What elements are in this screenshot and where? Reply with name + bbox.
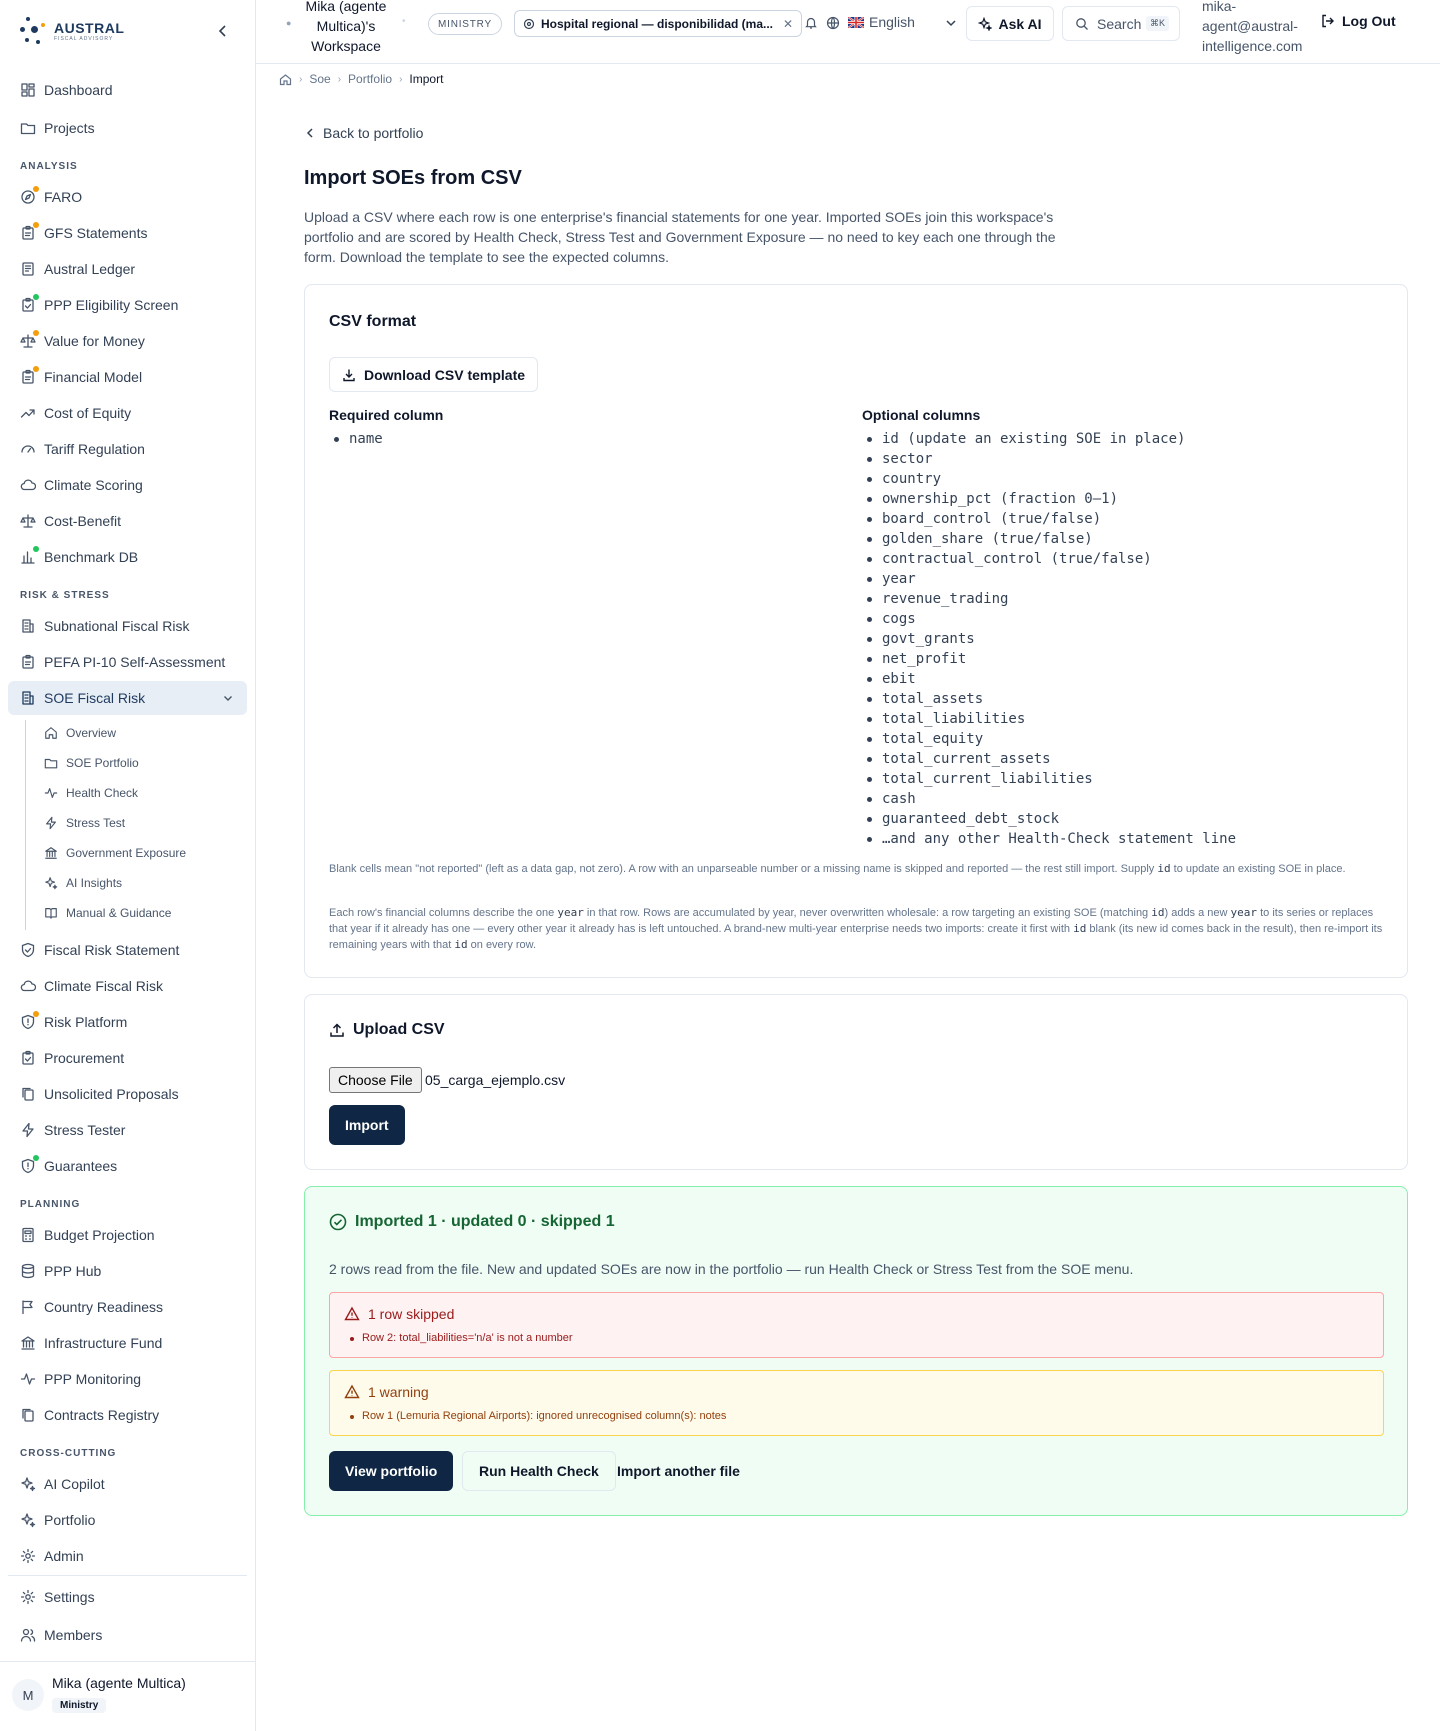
sidebar-item-portfolio[interactable] xyxy=(8,1503,247,1537)
page-intro: Upload a CSV where each row is one enterprise's financial statements for one year. Imported SOEs join this workspace's portfolio and are scored by Health Check, Stress Test and Government Exposure — no need to key each one through the form. Download the template to see the expected columns. xyxy=(304,209,1056,265)
sidebar-item-ai-copilot[interactable] xyxy=(8,1467,247,1501)
sidebar-item-country-readiness[interactable] xyxy=(8,1290,247,1324)
sidebar-item-label: FARO xyxy=(44,189,83,205)
breadcrumb-portfolio[interactable]: Portfolio xyxy=(348,72,393,86)
sidebar-item-pefa-pi-10-self-assessment[interactable] xyxy=(8,645,247,679)
download-label: Download CSV template xyxy=(364,366,526,383)
sidebar-item-soe-fiscal-risk[interactable] xyxy=(8,681,247,715)
result-summary: 2 rows read from the file. New and updated SOEs are now in the portfolio — run Health Check or Stress Test from the SOE menu. xyxy=(329,1261,1134,1277)
sidebar-item-benchmark-db[interactable] xyxy=(8,540,247,574)
sidebar-item-dashboard[interactable] xyxy=(8,73,247,107)
cloud-icon xyxy=(20,978,36,994)
view-portfolio-button[interactable]: View portfolio xyxy=(329,1451,453,1491)
sidebar-item-label: Budget Projection xyxy=(44,1227,155,1243)
required-column-title: Required column xyxy=(329,407,444,423)
scale-icon xyxy=(20,513,36,529)
sidebar-item-ppp-eligibility-screen[interactable] xyxy=(8,288,247,322)
warning-item: Row 1 (Lemuria Regional Airports): ignored unrecognised column(s): notes xyxy=(350,1410,726,1422)
sidebar-item-label: PPP Eligibility Screen xyxy=(44,297,179,313)
sidebar-item-label: Contracts Registry xyxy=(44,1407,160,1423)
sidebar-item-label: Dashboard xyxy=(44,82,113,98)
folder-icon xyxy=(44,756,58,770)
sidebar-item-austral-ledger[interactable] xyxy=(8,252,247,286)
shield-icon xyxy=(20,1014,36,1030)
home-icon xyxy=(44,726,58,740)
sidebar-subitem-ai-insights[interactable] xyxy=(44,870,122,896)
sidebar-item-label: Value for Money xyxy=(44,333,145,349)
search-label: Search xyxy=(1097,15,1142,32)
brand-name: AUSTRAL xyxy=(54,19,125,36)
globe-icon[interactable] xyxy=(826,16,840,30)
sidebar-subitem-stress-test[interactable] xyxy=(44,810,125,836)
calculator-icon xyxy=(20,1227,36,1243)
sidebar-item-label: Fiscal Risk Statement xyxy=(44,942,180,958)
folder-icon xyxy=(20,120,36,136)
sidebar-item-cost-benefit[interactable] xyxy=(8,504,247,538)
sidebar-item-label: Climate Scoring xyxy=(44,477,143,493)
sidebar-item-cost-of-equity[interactable] xyxy=(8,396,247,430)
brand-tagline: FISCAL ADVISORY xyxy=(54,35,114,42)
notification-dot-icon xyxy=(33,366,39,372)
sidebar-item-procurement[interactable] xyxy=(8,1041,247,1075)
optional-column-item: contractual_control (true/false) xyxy=(862,549,1236,569)
import-result-panel xyxy=(304,1186,1408,1516)
collapse-sidebar-icon[interactable] xyxy=(213,21,233,41)
flag-icon xyxy=(20,1299,36,1315)
sidebar-item-guarantees[interactable] xyxy=(8,1149,247,1183)
logout-icon xyxy=(1320,13,1336,29)
csv-format-card xyxy=(304,284,1408,978)
skipped-rows-list xyxy=(350,1332,573,1344)
sidebar-subitem-overview[interactable] xyxy=(44,720,116,746)
users-icon xyxy=(20,1627,36,1643)
result-title-label: Imported 1 · updated 0 · skipped 1 xyxy=(355,1213,615,1230)
language-label: English xyxy=(869,14,915,30)
logo-mark-icon xyxy=(20,14,48,48)
sidebar-item-label: Benchmark DB xyxy=(44,549,139,565)
dashboard-icon xyxy=(20,82,36,98)
uk-flag-icon xyxy=(848,17,864,28)
sparkles-icon xyxy=(978,17,992,31)
sidebar-item-label: PPP Monitoring xyxy=(44,1371,142,1387)
sidebar-subitem-soe-portfolio[interactable] xyxy=(44,750,139,776)
landmark-icon xyxy=(20,1335,36,1351)
notification-dot-icon xyxy=(33,1155,39,1161)
warnings-title: 1 warning xyxy=(368,1384,429,1400)
trending-up-icon xyxy=(20,405,36,421)
close-icon[interactable]: ✕ xyxy=(782,17,793,31)
sidebar-subitem-government-exposure[interactable] xyxy=(44,840,186,866)
notification-dot-icon xyxy=(33,294,39,300)
gauge-icon xyxy=(20,441,36,457)
optional-column-item: total_assets xyxy=(862,689,1236,709)
bar-chart-icon xyxy=(20,549,36,565)
import-button[interactable]: Import xyxy=(329,1105,405,1145)
run-health-check-button[interactable]: Run Health Check xyxy=(462,1451,616,1491)
optional-column-item: id (update an existing SOE in place) xyxy=(862,429,1236,449)
sidebar-divider xyxy=(8,1575,247,1576)
notification-dot-icon xyxy=(33,186,39,192)
logout-label: Log Out xyxy=(1342,13,1396,29)
page-title: Import SOEs from CSV xyxy=(304,167,522,189)
shield-icon xyxy=(20,1158,36,1174)
sidebar-item-label: Procurement xyxy=(44,1050,125,1066)
ledger-icon xyxy=(20,261,36,277)
sidebar-item-label: AI Copilot xyxy=(44,1476,105,1492)
sidebar-item-contracts-registry[interactable] xyxy=(8,1398,247,1432)
optional-column-item: cash xyxy=(862,789,1236,809)
optional-column-item: …and any other Health-Check statement line xyxy=(862,829,1236,849)
sidebar-item-label: Portfolio xyxy=(44,1512,96,1528)
sidebar-subitem-label: Manual & Guidance xyxy=(66,906,172,920)
sidebar-item-label: Austral Ledger xyxy=(44,261,136,277)
header-separator: • xyxy=(402,16,406,27)
gear-icon xyxy=(20,1589,36,1605)
logout-button[interactable] xyxy=(1320,13,1396,29)
sidebar-item-label: PPP Hub xyxy=(44,1263,102,1279)
zap-icon xyxy=(20,1122,36,1138)
optional-column-item: total_current_liabilities xyxy=(862,769,1236,789)
sidebar-item-infrastructure-fund[interactable] xyxy=(8,1326,247,1360)
sidebar-item-climate-scoring[interactable] xyxy=(8,468,247,502)
ask-ai-button[interactable] xyxy=(966,6,1054,41)
optional-columns-title: Optional columns xyxy=(862,407,981,423)
optional-column-item: sector xyxy=(862,449,1236,469)
sidebar-item-subnational-fiscal-risk[interactable] xyxy=(8,609,247,643)
optional-column-item: total_equity xyxy=(862,729,1236,749)
skipped-rows-alert xyxy=(329,1292,1384,1358)
file-copy-icon xyxy=(20,1407,36,1423)
cloud-icon xyxy=(20,477,36,493)
database-icon xyxy=(20,1263,36,1279)
skipped-rows-title: 1 row skipped xyxy=(368,1306,455,1322)
sidebar-section-risk: RISK & STRESS xyxy=(20,590,110,601)
required-columns-list xyxy=(329,429,383,449)
alert-triangle-icon xyxy=(344,1384,360,1400)
optional-column-item: net_profit xyxy=(862,649,1236,669)
back-label: Back to portfolio xyxy=(323,125,424,141)
user-name: Mika (agente Multica) xyxy=(52,1675,186,1691)
sidebar-item-label: Infrastructure Fund xyxy=(44,1335,163,1351)
sidebar-subitem-label: Stress Test xyxy=(66,816,126,830)
brand-logo[interactable] xyxy=(20,14,124,48)
workspace-name[interactable]: Mika (agente Multica)'s Workspace xyxy=(305,0,387,54)
sidebar-item-label: Subnational Fiscal Risk xyxy=(44,618,190,634)
sidebar-subitem-label: Government Exposure xyxy=(66,846,187,860)
clipboard-check-icon xyxy=(20,297,36,313)
choose-file-button[interactable]: Choose File xyxy=(329,1067,422,1093)
sidebar-item-label: Cost of Equity xyxy=(44,405,132,421)
sidebar-item-label: SOE Fiscal Risk xyxy=(44,690,146,706)
check-circle-icon xyxy=(329,1213,347,1231)
sidebar-item-label: Cost-Benefit xyxy=(44,513,122,529)
sidebar-item-ppp-hub[interactable] xyxy=(8,1254,247,1288)
breadcrumb: › Soe › Portfolio › Import xyxy=(279,72,443,86)
sidebar-subitem-health-check[interactable] xyxy=(44,780,138,806)
compass-icon xyxy=(20,189,36,205)
sidebar-item-projects[interactable] xyxy=(8,111,247,145)
notification-dot-icon xyxy=(33,1011,39,1017)
workspace-dot-icon: ● xyxy=(286,18,292,28)
optional-column-item: board_control (true/false) xyxy=(862,509,1236,529)
sidebar-item-gfs-statements[interactable] xyxy=(8,216,247,250)
sidebar-item-risk-platform[interactable] xyxy=(8,1005,247,1039)
sidebar-item-label: Climate Fiscal Risk xyxy=(44,978,164,994)
optional-column-item: guaranteed_debt_stock xyxy=(862,809,1236,829)
home-icon[interactable] xyxy=(279,73,292,86)
sidebar-section-planning: PLANNING xyxy=(20,1199,81,1210)
notification-dot-icon xyxy=(33,546,39,552)
clipboard-icon xyxy=(20,369,36,385)
breadcrumb-current: Import xyxy=(409,72,444,86)
context-chip[interactable] xyxy=(514,10,802,37)
sidebar-item-value-for-money[interactable] xyxy=(8,324,247,358)
optional-column-item: govt_grants xyxy=(862,629,1236,649)
sidebar-item-label: Members xyxy=(44,1627,103,1643)
sidebar-item-members[interactable] xyxy=(8,1618,247,1652)
chevron-down-icon[interactable] xyxy=(221,691,235,705)
chevron-down-icon[interactable] xyxy=(944,16,958,30)
building-icon xyxy=(20,690,36,706)
user-email: mika-agent@austral-intelligence.com xyxy=(1202,0,1303,54)
clipboard-check-icon xyxy=(20,1050,36,1066)
sidebar-item-label: Unsolicited Proposals xyxy=(44,1086,179,1102)
target-icon xyxy=(523,18,535,30)
optional-column-item: ebit xyxy=(862,669,1236,689)
language-selector[interactable] xyxy=(848,14,915,30)
sidebar-item-settings[interactable] xyxy=(8,1580,247,1614)
search-icon xyxy=(1075,17,1089,31)
role-pill: MINISTRY xyxy=(428,13,502,35)
upload-title-label: Upload CSV xyxy=(353,1021,445,1038)
optional-column-item: total_liabilities xyxy=(862,709,1236,729)
sidebar-item-fiscal-risk-statement[interactable] xyxy=(8,933,247,967)
clipboard-icon xyxy=(20,225,36,241)
import-another-file-button[interactable]: Import another file xyxy=(617,1463,740,1479)
sidebar-subitem-label: Health Check xyxy=(66,786,139,800)
year-accumulation-note: Each row's financial columns describe the one year in that row. Rows are accumulated by year, never overwritten wholesale: a row targeting an existing SOE (matching id) adds a new year to its series or replaces that year if it already has one — every other year it already has is left untouched. A brand-new multi-year enterprise needs two imports: create it first with id blank (its new id comes back in the result), then re-import its remaining years with that id on every row. xyxy=(329,906,1383,951)
blank-cells-note: Blank cells mean "not reported" (left as a data gap, not zero). A row with an unparseable number or a missing name is skipped and reported — the rest still import. Supply id to update an existing SOE in place. xyxy=(329,862,1346,875)
optional-column-item: total_current_assets xyxy=(862,749,1236,769)
user-role-badge: Ministry xyxy=(52,1698,106,1713)
bell-icon[interactable] xyxy=(804,16,818,30)
download-icon xyxy=(342,368,356,382)
sidebar-item-label: Stress Tester xyxy=(44,1122,126,1138)
sidebar-section-cross: CROSS-CUTTING xyxy=(20,1448,117,1459)
sidebar-subitem-label: AI Insights xyxy=(66,876,123,890)
activity-icon xyxy=(44,786,58,800)
search-button[interactable] xyxy=(1062,6,1180,41)
sidebar-subitem-label: SOE Portfolio xyxy=(66,756,139,770)
sidebar-item-budget-projection[interactable] xyxy=(8,1218,247,1252)
sidebar-item-unsolicited-proposals[interactable] xyxy=(8,1077,247,1111)
sidebar-section-analysis: ANALYSIS xyxy=(20,161,78,172)
sidebar-subitem-manual-guidance[interactable] xyxy=(44,900,171,926)
gear-icon xyxy=(20,1548,36,1564)
book-icon xyxy=(44,906,58,920)
optional-column-item: country xyxy=(862,469,1236,489)
sparkles-icon xyxy=(20,1476,36,1492)
back-to-portfolio-link[interactable] xyxy=(305,125,423,141)
sidebar xyxy=(0,0,256,1731)
activity-icon xyxy=(20,1371,36,1387)
building-icon xyxy=(20,618,36,634)
optional-column-item: ownership_pct (fraction 0–1) xyxy=(862,489,1236,509)
search-shortcut: ⌘K xyxy=(1146,16,1169,31)
sidebar-item-label: Settings xyxy=(44,1589,95,1605)
sidebar-item-climate-fiscal-risk[interactable] xyxy=(8,969,247,1003)
avatar[interactable]: M xyxy=(12,1679,44,1711)
clipboard-icon xyxy=(20,654,36,670)
sidebar-item-faro[interactable] xyxy=(8,180,247,214)
chevron-left-icon xyxy=(303,126,317,140)
scale-icon xyxy=(20,333,36,349)
sidebar-item-label: Risk Platform xyxy=(44,1014,128,1030)
sidebar-item-label: Admin xyxy=(44,1548,84,1564)
sidebar-item-tariff-regulation[interactable] xyxy=(8,432,247,466)
sidebar-item-ppp-monitoring[interactable] xyxy=(8,1362,247,1396)
optional-columns-list xyxy=(862,429,1236,849)
zap-icon xyxy=(44,816,58,830)
skipped-row-item: Row 2: total_liabilities='n/a' is not a number xyxy=(350,1332,573,1344)
ask-ai-label: Ask AI xyxy=(998,15,1042,32)
sidebar-subitem-label: Overview xyxy=(66,726,117,740)
shield-check-icon xyxy=(20,942,36,958)
sidebar-item-stress-tester[interactable] xyxy=(8,1113,247,1147)
required-column-item: name xyxy=(329,429,383,449)
sidebar-item-label: Financial Model xyxy=(44,369,143,385)
sidebar-item-label: Guarantees xyxy=(44,1158,118,1174)
submenu-guide-line xyxy=(25,720,26,930)
notification-dot-icon xyxy=(33,330,39,336)
top-header xyxy=(256,0,1440,64)
sparkles-icon xyxy=(44,876,58,890)
notification-dot-icon xyxy=(33,222,39,228)
file-copy-icon xyxy=(20,1086,36,1102)
csv-format-title: CSV format xyxy=(329,313,417,330)
warnings-list xyxy=(350,1410,726,1422)
alert-triangle-icon xyxy=(344,1306,360,1322)
optional-column-item: golden_share (true/false) xyxy=(862,529,1236,549)
breadcrumb-soe[interactable]: Soe xyxy=(309,72,331,86)
optional-column-item: cogs xyxy=(862,609,1236,629)
upload-icon xyxy=(329,1022,345,1038)
warnings-alert xyxy=(329,1370,1384,1436)
context-chip-label: Hospital regional — disponibilidad (ma... xyxy=(541,16,774,31)
sidebar-item-label: Projects xyxy=(44,120,95,136)
sidebar-item-label: Country Readiness xyxy=(44,1299,164,1315)
sidebar-item-label: GFS Statements xyxy=(44,225,148,241)
result-title xyxy=(329,1213,615,1231)
upload-title xyxy=(329,1021,445,1039)
optional-column-item: revenue_trading xyxy=(862,589,1236,609)
sidebar-item-label: PEFA PI-10 Self-Assessment xyxy=(44,654,226,670)
sidebar-item-label: Tariff Regulation xyxy=(44,441,145,457)
selected-filename: 05_carga_ejemplo.csv xyxy=(425,1072,566,1088)
sidebar-item-financial-model[interactable] xyxy=(8,360,247,394)
download-template-button[interactable] xyxy=(329,357,538,392)
optional-column-item: year xyxy=(862,569,1236,589)
sparkles-icon xyxy=(20,1512,36,1528)
sidebar-item-admin[interactable] xyxy=(8,1539,247,1573)
upload-csv-card xyxy=(304,994,1408,1170)
landmark-icon xyxy=(44,846,58,860)
